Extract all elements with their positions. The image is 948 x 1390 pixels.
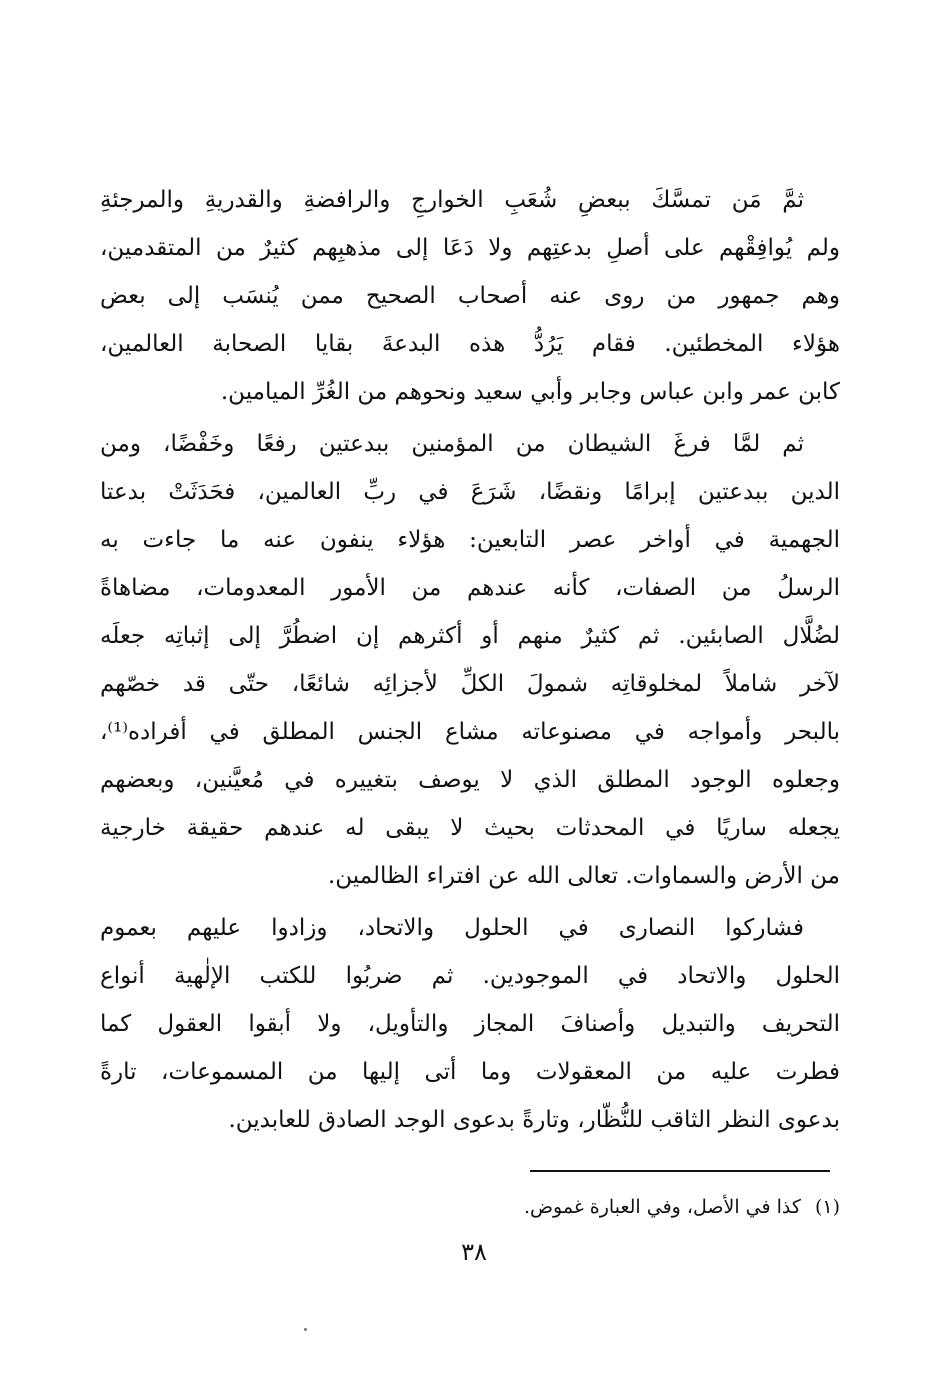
text-line: بالبحر وأمواجه في مصنوعاته مشاع الجنس المطلق في أفراده⁽¹⁾،	[100, 719, 840, 745]
footnote-text: كذا في الأصل، وفي العبارة غموض.	[524, 1196, 801, 1218]
paragraph-3	[100, 904, 840, 1144]
text-line: الحلول والاتحاد في الموجودين. ثم ضربُوا للكتب الإلٰهية أنواع	[100, 963, 840, 989]
text-line: ثمَّ مَن تمسَّكَ ببعضِ شُعَبِ الخوارجِ والرافضةِ والقدريةِ والمرجئةِ	[100, 187, 804, 213]
paragraph-2	[100, 420, 840, 900]
text-line: من الأرض والسماوات. تعالى الله عن افتراء الظالمين.	[327, 863, 840, 889]
text-line: كابن عمر وابن عباس وجابر وأبي سعيد ونحوهم من الغُرِّ الميامين.	[220, 379, 840, 405]
footnote	[140, 1190, 840, 1224]
text-line: ثم لمَّا فرغَ الشيطان من المؤمنين ببدعتين رفعًا وخَفْضًا، ومن	[100, 431, 804, 457]
text-line: التحريف والتبديل وأصنافَ المجاز والتأويل، ولا أبقوا العقول كما	[100, 1011, 840, 1037]
text-line: بدعوى النظر الثاقب للنُّظّار، وتارةً بدعوى الوجد الصادق للعابدين.	[228, 1107, 840, 1133]
text-line: الجهمية في أواخر عصر التابعين: هؤلاء ينفون عنه ما جاءت به	[100, 527, 840, 553]
text-line: لآخر شاملاً لمخلوقاتِه شمولَ الكلِّ لأجزائِه شائعًا، حتّى قد خصّهم	[100, 671, 840, 697]
text-line: وجعلوه الوجود المطلق الذي لا يوصف بتغييره في مُعيَّنين، وبعضهم	[100, 767, 840, 793]
text-line: فطرت عليه من المعقولات وما أتى إليها من المسموعات، تارةً	[100, 1059, 840, 1085]
text-line: فشاركوا النصارى في الحلول والاتحاد، وزادوا عليهم بعموم	[100, 915, 804, 941]
text-line: الدين ببدعتين إبرامًا ونقضًا، شَرَعَ في ربِّ العالمين، فحَدَثَتْ بدعتا	[100, 479, 840, 505]
text-line: ولم يُوافِقْهم على أصلِ بدعتِهم ولا دَعَا إلى مذهبِهم كثيرٌ من المتقدمين،	[100, 235, 840, 261]
scan-speck	[304, 1328, 307, 1331]
footnote-number: (١)	[814, 1196, 840, 1218]
footnote-separator	[530, 1170, 830, 1172]
text-line: وهم جمهور من روى عنه أصحاب الصحيح ممن يُنسَب إلى بعض	[100, 283, 840, 309]
text-line: لضُلَّال الصابئين. ثم كثيرٌ منهم أو أكثرهم إن اضطُرَّ إلى إثباتِه جعلَه	[100, 623, 840, 649]
paragraph-1	[100, 176, 840, 416]
text-line: الرسلُ من الصفات، كأنه عندهم من الأمور المعدومات، مضاهاةً	[100, 575, 840, 601]
page-number: ٣٨	[461, 1238, 487, 1266]
text-line: يجعله ساريًا في المحدثات بحيث لا يبقى له عندهم حقيقة خارجية	[100, 815, 840, 841]
text-line: هؤلاء المخطئين. فقام يَرُدُّ هذه البدعةَ بقايا الصحابة العالمين،	[100, 331, 840, 357]
